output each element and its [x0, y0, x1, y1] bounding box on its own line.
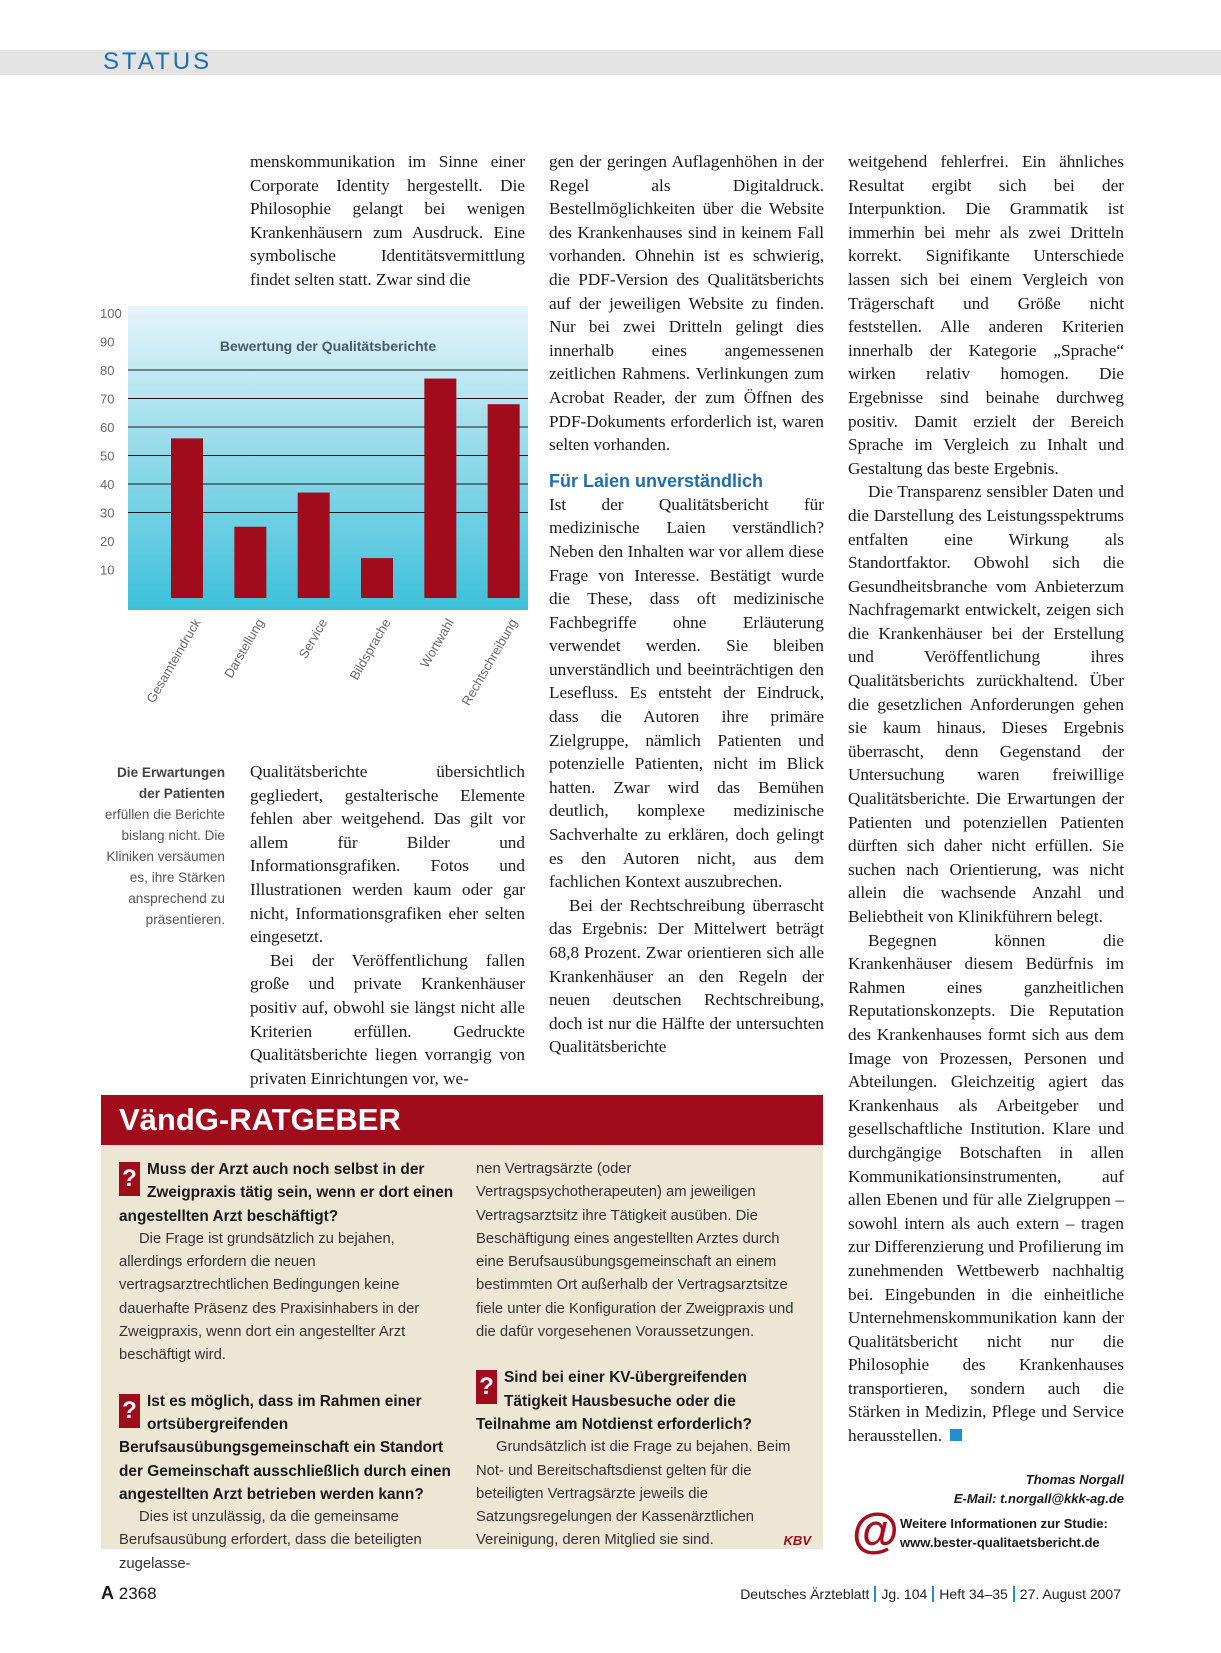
question-mark-icon: ? [119, 1162, 140, 1196]
x-tick-label: Gesamteindruck [143, 616, 204, 706]
question [119, 1390, 454, 1506]
at-icon: @ [852, 1505, 899, 1558]
section-label: STATUS [103, 48, 213, 75]
chart-caption [95, 762, 225, 930]
paragraph-text: Begegnen können die Krankenhäuser diesem Bedürfnis im Rahmen eines ganzheitlichen Reputationskonzepts. Die Reputation des Krankenhauses formt sich aus dem Image von Prozessen, Personen und Abteilungen. Gleichzeitig agiert das Krankenhaus als Arbeitgeber und gesellschaftliche Institution. Klare und durchgängige Botschaften in allen Kommunikationsinstrumenten, auf allen Ebenen und für alle Zielgruppen – sowohl intern als auch extern – tragen zur Differenzierung und Profilierung im zunehmenden Wettbewerb nachhaltig bei. Eingebunden in die einheitliche Unternehmenskommunikation kann der Qualitätsbericht nicht nur die Philosophie des Krankenhauses transportieren, sondern auch die Stärken in Medizin, Pflege und Service herausstellen. [848, 930, 1124, 1446]
answer: Dies ist unzulässig, da die gemeinsame Berufsausübung erfordert, dass die beteiligten zugelasse- [119, 1509, 422, 1572]
x-tick-label: Darstellung [221, 616, 267, 681]
column-1-bottom [250, 760, 525, 1090]
column-1-top [250, 150, 525, 292]
y-tick-label: 10 [100, 562, 115, 578]
paragraph: weitgehend fehlerfrei. Ein ähnliches Resultat ergibt sich bei der Interpunktion. Die Grammatik ist immerhin bei mehr als zwei Dritteln korrekt. Signifikante Unterschiede lassen sich bei einem Vergleich von Trägerschaft und Größe nicht feststellen. Alle anderen Kriterien innerhalb der Kategorie „Sprache“ wirken relativ homogen. Die Ergebnisse sind beinahe durchweg positiv. Damit erzielt der Bereich Sprache im Vergleich zu Inhalt und Gestaltung das beste Ergebnis. [848, 152, 1124, 478]
bar-bildsprache [361, 558, 393, 598]
chart-title: Bewertung der Qualitätsberichte [219, 338, 437, 354]
question-text: Sind bei einer KV-übergreifenden Tätigkeit Hausbesuche oder die Teilnahme am Notdienst erforderlich? [476, 1369, 752, 1433]
y-tick-label: 50 [100, 448, 115, 464]
bar-chart [95, 300, 535, 740]
author-email[interactable]: E-Mail: t.norgall@kkk-ag.de [953, 1491, 1124, 1506]
x-tick-label: Bildsprache [346, 616, 394, 683]
question-mark-icon: ? [119, 1394, 140, 1428]
y-tick-label: 30 [100, 505, 115, 521]
question [476, 1366, 811, 1436]
info-link[interactable]: www.bester-qualitaetsbericht.de [900, 1535, 1100, 1550]
paragraph: Bei der Rechtschreibung überrascht das Ergebnis: Der Mittelwert beträgt 68,8 Prozent. Zwar orientieren sich alle Krankenhäuser an den Regeln der neuen deutschen Rechtschreibung, doch ist nur die Hälfte der untersuchten Qualitätsberichte [549, 895, 824, 1057]
column-3 [848, 150, 1124, 1448]
x-tick-label: Service [295, 616, 331, 662]
answer-continued: nen Vertragsärzte (oder Vertragspsychotherapeuten) am jeweiligen Vertragsarztsitz ihre Tätigkeit ausüben. Die Beschäftigung eines angestellten Arztes durch eine Berufsausübungsgemeinschaft an einem bestimmten Ort außerhalb der Vertragsarztsitze fiele unter die Konfiguration der Zweigpraxis und die dafür vorgesehenen Voraussetzungen. [476, 1161, 794, 1341]
author-name: Thomas Norgall [1025, 1472, 1124, 1487]
journal-volume: Jg. 104 [881, 1586, 928, 1602]
question-mark-icon: ? [476, 1370, 497, 1404]
chart-canvas [95, 300, 535, 740]
bar-gesamteindruck [171, 438, 203, 598]
journal-issue: Heft 34–35 [939, 1586, 1008, 1602]
separator [874, 1586, 876, 1602]
y-tick-label: 20 [100, 534, 115, 549]
answer: Die Frage ist grundsätzlich zu bejahen, allerdings erfordern die neuen vertragsarztrechtlichen Bedingungen keine dauerhafte Präsenz des Praxisinhabers in der Zweigpraxis, wenn dort ein angestellter Arzt beschäftigt wird. [119, 1230, 420, 1364]
caption-bold: Die Erwartungen der Patienten [116, 765, 225, 801]
subheading: Für Laien unverständlich [549, 470, 764, 491]
separator [1013, 1586, 1015, 1602]
paragraph-last [848, 929, 1124, 1448]
end-mark-icon [950, 1429, 962, 1441]
paragraph: Die Transparenz sensibler Daten und die Darstellung des Leistungsspektrums entfalten eine Wirkung als Standortfaktor. Obwohl sich die Gesundheitsbranche vom Anbieterzum Nachfragemarkt entwickelt, zeigen sich die Krankenhäuser bei der Erstellung und Veröffentlichung ihres Qualitätsberichts zurückhaltend. Über die gesetzlichen Anforderungen gehen sie kaum hinaus. Dieses Ergebnis überrascht, denn Gegenstand der Untersuchung waren freiwillige Qualitätsberichte. Die Erwartungen der Patienten und potenziellen Patienten dürften sich daher nicht erfüllen. Sie suchen nach Orientierung, was nicht allein die wachsende Anzahl und Beliebtheit von Klinikführern belegt. [848, 482, 1124, 926]
page-number-value: 2368 [118, 1584, 157, 1603]
y-tick-label: 70 [100, 391, 115, 407]
page-number [101, 1583, 157, 1604]
paragraph: Ist der Qualitätsbericht für medizinische Laien verständlich? Neben den Inhalten war vor allem diese Frage von Interesse. Bestätigt wurde die These, dass oft medizinische Fachbegriffe ohne Erläuterung verwendet werden. Sie bleiben unverständlich und beeinträchtigen den Lesefluss. Es entsteht der Eindruck, dass die Autoren ihre primäre Zielgruppe, nämlich Patienten und potenzielle Patienten, nicht im Blick hatten. Zwar wird das Bemühen deutlich, komplexe medizinische Sachverhalte zu erklären, doch gelingt es den Autoren nicht, aus dem fachlichen Kontext auszubrechen. [549, 494, 824, 892]
y-tick-label: 90 [100, 334, 115, 350]
page-prefix: A [101, 1583, 114, 1603]
column-2 [549, 150, 824, 1059]
question [119, 1158, 454, 1228]
y-tick-label: 40 [100, 477, 115, 492]
bar-rechtschreibung [488, 404, 520, 598]
question-text: Ist es möglich, dass im Rahmen einer ortsübergreifenden Berufsausübungsgemeinschaft ein Standort der Gemeinschaft ausschließlich durch einen angestellten Arzt betrieben werden kann? [119, 1392, 451, 1503]
bar-service [298, 493, 330, 598]
paragraph: gen der geringen Auflagenhöhen in der Regel als Digitaldruck. Bestellmöglichkeiten über die Website des Krankenhauses sind in keinem Fall vorhanden. Ohnehin ist es schwierig, die PDF-Version des Qualitätsberichts auf der jeweiligen Website zu finden. Nur bei zwei Dritteln gelingt dies innerhalb eines angemessenen zeitlichen Rahmens. Verlinkungen zum Acrobat Reader, der zum Öffnen des PDF-Dokuments erforderlich ist, waren selten vorhanden. [549, 152, 824, 455]
ratgeber-title: VändG-RATGEBER [119, 1102, 401, 1137]
paragraph: Qualitätsberichte übersichtlich gegliedert, gestalterische Elemente fehlen aber weitgehend. Das gilt vor allem für Bilder und Informationsgrafiken. Fotos und Illustrationen werden kaum oder gar nicht, Informationsgrafiken eher selten eingesetzt. [250, 762, 525, 947]
question-text: Muss der Arzt auch noch selbst in der Zweigpraxis tätig sein, wenn er dort einen angestellten Arzt beschäftigt? [119, 1161, 454, 1225]
source-label: KBV [783, 1533, 811, 1549]
y-tick-label: 100 [100, 306, 122, 321]
paragraph: Bei der Veröffentlichung fallen große und private Krankenhäuser positiv auf, obwohl sie längst nicht alle Kriterien erfüllen. Gedruckte Qualitätsberichte liegen vorrangig von privaten Einrichtungen vor, we- [250, 950, 525, 1088]
x-tick-label: Wortwahl [416, 616, 457, 671]
y-tick-label: 60 [100, 420, 115, 435]
info-block [852, 1505, 1132, 1558]
ratgeber-column-1 [119, 1158, 454, 1576]
journal-info [740, 1586, 1121, 1602]
y-tick-label: 80 [100, 363, 115, 378]
paragraph: menskommunikation im Sinne einer Corporate Identity hergestellt. Die Philosophie gelangt bei wenigen Krankenhäusern zum Ausdruck. Eine symbolische Identitätsvermittlung findet selten statt. Zwar sind die [250, 152, 525, 289]
x-tick-label: Rechtschreibung [458, 616, 521, 708]
journal-name: Deutsches Ärzteblatt [740, 1586, 870, 1602]
info-line: Weitere Informationen zur Studie: [900, 1516, 1108, 1531]
caption-text: erfüllen die Berichte bislang nicht. Die Kliniken versäumen es, ihre Stärken ansprechend zu präsentieren. [104, 807, 225, 927]
bar-darstellung [234, 527, 266, 598]
journal-date: 27. August 2007 [1019, 1586, 1121, 1602]
info-text [900, 1514, 1108, 1552]
answer: Grundsätzlich ist die Frage zu bejahen. Beim Not- und Bereitschaftsdienst gelten für die beteiligten Vertragsärzte jeweils die Satzungsregelungen der Kassenärztlichen Vereinigung, deren Mitglied sie sind. [476, 1439, 791, 1549]
ratgeber-column-2 [476, 1158, 811, 1553]
author-block [848, 1470, 1124, 1508]
separator [932, 1586, 934, 1602]
bar-wortwahl [424, 379, 456, 598]
